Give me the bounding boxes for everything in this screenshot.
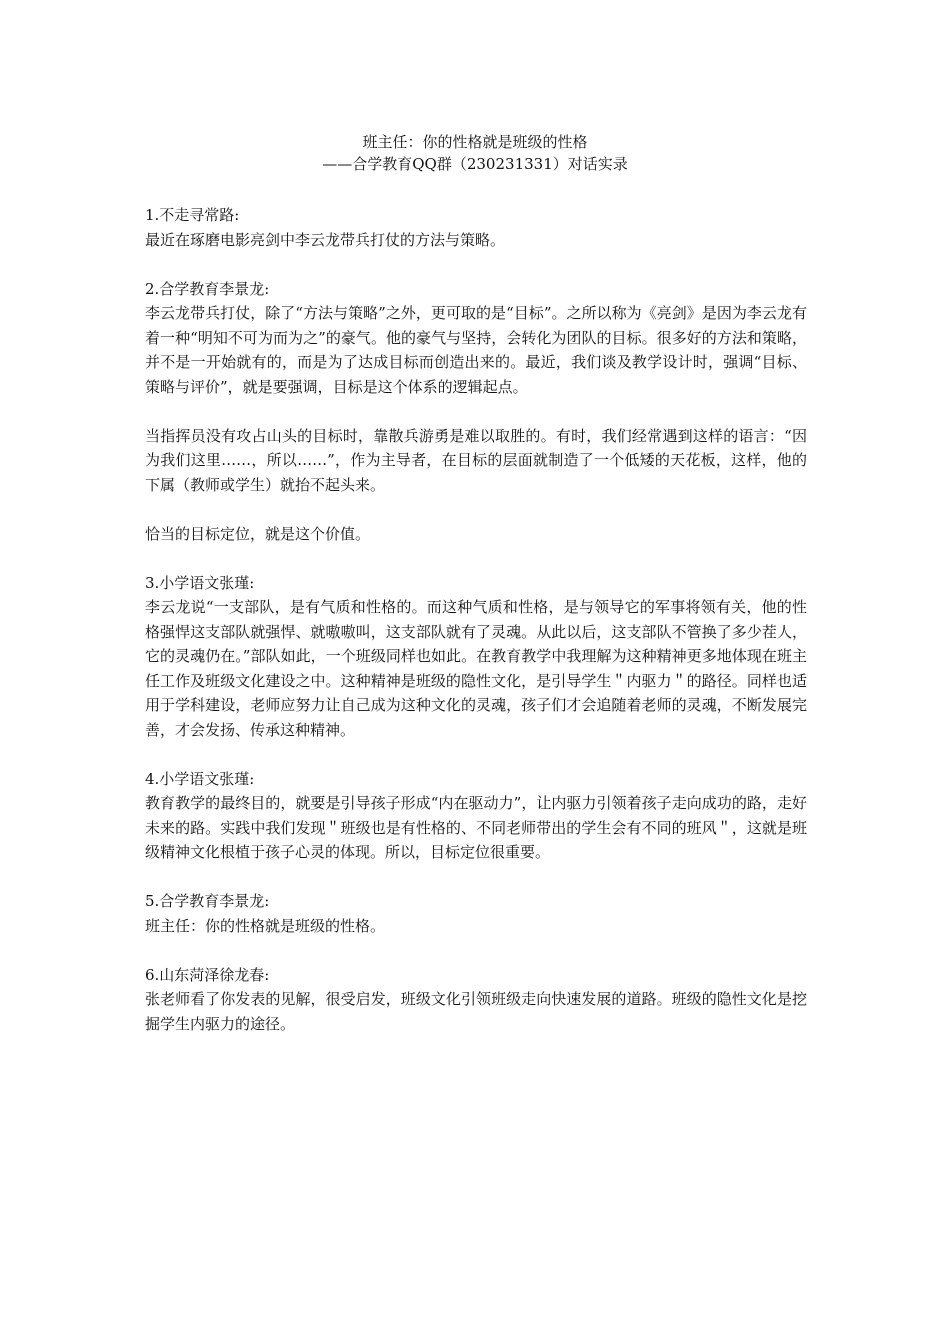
message-paragraph: 班主任：你的性格就是班级的性格。 — [145, 916, 386, 935]
speaker-label: 1.不走寻常路: — [145, 206, 240, 224]
message-paragraph: 张老师看了你发表的见解，很受启发，班级文化引领班级走向快速发展的道路。班级的隐性文化是挖掘学生内驱力的途径。 — [145, 990, 807, 1033]
dialogue-entry-3 — [145, 571, 807, 743]
speaker-label: 4.小学语文张瑾: — [145, 769, 255, 788]
document-subtitle: ——合学教育QQ群（230231331）对话实录 — [322, 155, 628, 173]
message-paragraph: 当指挥员没有攻占山头的目标时，靠散兵游勇是难以取胜的。有时，我们经常遇到这样的语言：“因为我们这里……，所以……”，作为主导者，在目标的层面就制造了一个低矮的天花板，这样，他的下属（教师或学生）就抬不起头来。 — [145, 426, 807, 494]
message-paragraph: 教育教学的最终目的，就要是引导孩子形成“内在驱动力”，让内驱力引领着孩子走向成功的路，走好未来的路。实践中我们发现＂班级也是有性格的、不同老师带出的学生会有不同的班风＂，这就是班级精神文化根植于孩子心灵的体现。所以，目标定位很重要。 — [145, 794, 807, 861]
speaker-label: 3.小学语文张瑾: — [145, 573, 255, 592]
speaker-label: 6.山东菏泽徐龙春: — [145, 965, 270, 984]
dialogue-entry-4 — [145, 767, 807, 865]
dialogue-entry-6 — [145, 963, 807, 1037]
message-paragraph: 最近在琢磨电影亮剑中李云龙带兵打仗的方法与策略。 — [145, 230, 506, 249]
dialogue-entry-1 — [145, 203, 807, 252]
message-paragraph: 恰当的目标定位，就是这个价值。 — [145, 524, 371, 543]
speaker-label: 2.合学教育李景龙: — [145, 279, 270, 298]
dialogue-entry-5 — [145, 889, 807, 938]
message-paragraph: 李云龙带兵打仗，除了“方法与策略”之外，更可取的是“目标”。之所以称为《亮剑》是因为李云龙有着一种“明知不可为而为之”的豪气。他的豪气与坚持，会转化为团队的目标。很多好的方法和策略，并不是一开始就有的，而是为了达成目标而创造出来的。最近，我们谈及教学设计时，强调“目标、策略与评价”，就是要强调，目标是这个体系的逻辑起点。 — [145, 304, 807, 396]
speaker-label: 5.合学教育李景龙: — [145, 892, 270, 910]
title-block — [0, 131, 950, 175]
document-title: 班主任：你的性格就是班级的性格 — [362, 133, 588, 151]
dialogue-entry-2 — [145, 277, 807, 547]
document-body — [145, 203, 807, 1061]
message-paragraph: 李云龙说“一支部队，是有气质和性格的。而这种气质和性格，是与领导它的军事将领有关，他的性格强悍这支部队就强悍、就嗷嗷叫，这支部队就有了灵魂。从此以后，这支部队不管换了多少茬人，它的灵魂仍在。”部队如此，一个班级同样也如此。在教育教学中我理解为这种精神更多地体现在班主任工作及班级文化建设之中。这种精神是班级的隐性文化，是引导学生＂内驱力＂的路径。同样也适用于学科建设，老师应努力让自己成为这种文化的灵魂，孩子们才会追随着老师的灵魂，不断发展完善，才会发扬、传承这种精神。 — [145, 598, 807, 739]
